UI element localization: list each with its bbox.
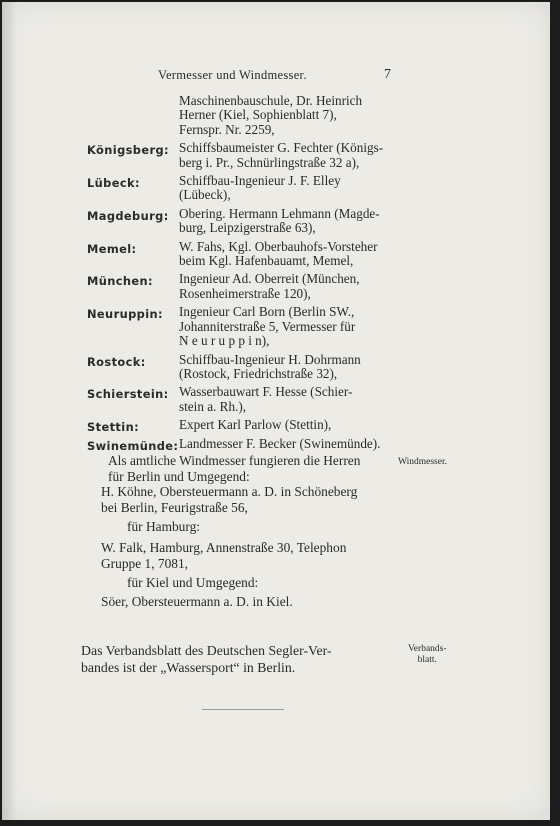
entry-place: Swinemünde: bbox=[87, 439, 179, 454]
entry-text: Ingenieur Ad. Oberreit (München, Rosenheimerstraße 120), bbox=[179, 271, 360, 301]
entry-place: Königsberg: bbox=[87, 143, 170, 158]
list-item bbox=[87, 353, 399, 382]
entry-text: Maschinenbauschule, Dr. Heinrich Herner (Kiel, Sophienblatt 7), Fernspr. Nr. 2259, bbox=[179, 93, 363, 137]
entry-place: Neuruppin: bbox=[87, 307, 163, 322]
entry-place: München: bbox=[87, 274, 154, 289]
heading-hamburg: für Hamburg: bbox=[127, 519, 201, 534]
list-item bbox=[87, 305, 399, 348]
entry-text: Schiffsbaumeister G. Fechter (Königs- berg i. Pr., Schnürlingstraße 32 a), bbox=[179, 140, 384, 170]
entry-place: Schierstein: bbox=[87, 387, 169, 402]
entry-place: Magdeburg: bbox=[87, 208, 169, 223]
list-item bbox=[87, 272, 399, 301]
entry-place bbox=[87, 94, 179, 137]
windmesser-kiel: Söer, Obersteuermann a. D. in Kiel. bbox=[101, 594, 293, 609]
margin-note-windmesser: Windmesser. bbox=[398, 457, 447, 467]
list-item bbox=[87, 174, 399, 203]
list-item bbox=[87, 385, 399, 414]
entry-text: Wasserbauwart F. Hesse (Schier- stein a. Rh.), bbox=[179, 384, 353, 414]
entry-place: Stettin: bbox=[87, 420, 140, 435]
list-item bbox=[87, 94, 399, 137]
entry-text: Schiffbau-Ingenieur H. Dohrmann (Rostock, Friedrichstraße 32), bbox=[179, 351, 361, 381]
list-item bbox=[87, 240, 399, 269]
book-page bbox=[2, 2, 550, 820]
entry-place: Memel: bbox=[87, 241, 137, 256]
entry-text: Obering. Hermann Lehmann (Magde- burg, Leipzigerstraße 63), bbox=[179, 205, 380, 236]
entry-text: Expert Karl Parlow (Stettin), bbox=[179, 417, 332, 433]
entry-text: Schiffbau-Ingenieur J. F. Elley (Lübeck), bbox=[179, 173, 341, 203]
margin-note-verbandsblatt: Verbands- blatt. bbox=[408, 644, 447, 665]
list-item bbox=[87, 418, 399, 434]
section-divider bbox=[202, 709, 284, 710]
list-item bbox=[87, 437, 399, 453]
page-number: 7 bbox=[384, 67, 391, 82]
entry-text: W. Fahs, Kgl. Oberbauhofs-Vorsteher beim Kgl. Hafenbauamt, Memel, bbox=[179, 238, 378, 269]
windmesser-intro: Als amtliche Windmesser fungieren die Herren für Berlin und Umgegend: bbox=[108, 453, 361, 484]
windmesser-hamburg: W. Falk, Hamburg, Annenstraße 30, Telephon Gruppe 1, 7081, bbox=[101, 540, 347, 571]
page-header bbox=[2, 68, 550, 86]
page-gutter-shadow bbox=[2, 2, 16, 820]
list-item bbox=[87, 207, 399, 236]
windmesser-berlin: H. Köhne, Obersteuermann a. D. in Schöneberg bei Berlin, Feurigstraße 56, bbox=[101, 484, 358, 515]
list-item bbox=[87, 141, 399, 170]
heading-kiel: für Kiel und Umgegend: bbox=[127, 575, 259, 590]
entry-text: Landmesser F. Becker (Swinemünde). bbox=[179, 436, 381, 452]
verbandsblatt-text: Das Verbandsblatt des Deutschen Segler-Ver- bandes ist der „Wassersport“ in Berlin. bbox=[81, 643, 332, 675]
running-title: Vermesser und Windmesser. bbox=[158, 68, 307, 82]
entry-place: Rostock: bbox=[87, 354, 146, 369]
entry-text: Ingenieur Carl Born (Berlin SW., Johanniterstraße 5, Vermesser für N e u r u p p i n), bbox=[179, 304, 356, 349]
vermesser-list bbox=[87, 94, 399, 455]
entry-place: Lübeck: bbox=[87, 176, 140, 191]
